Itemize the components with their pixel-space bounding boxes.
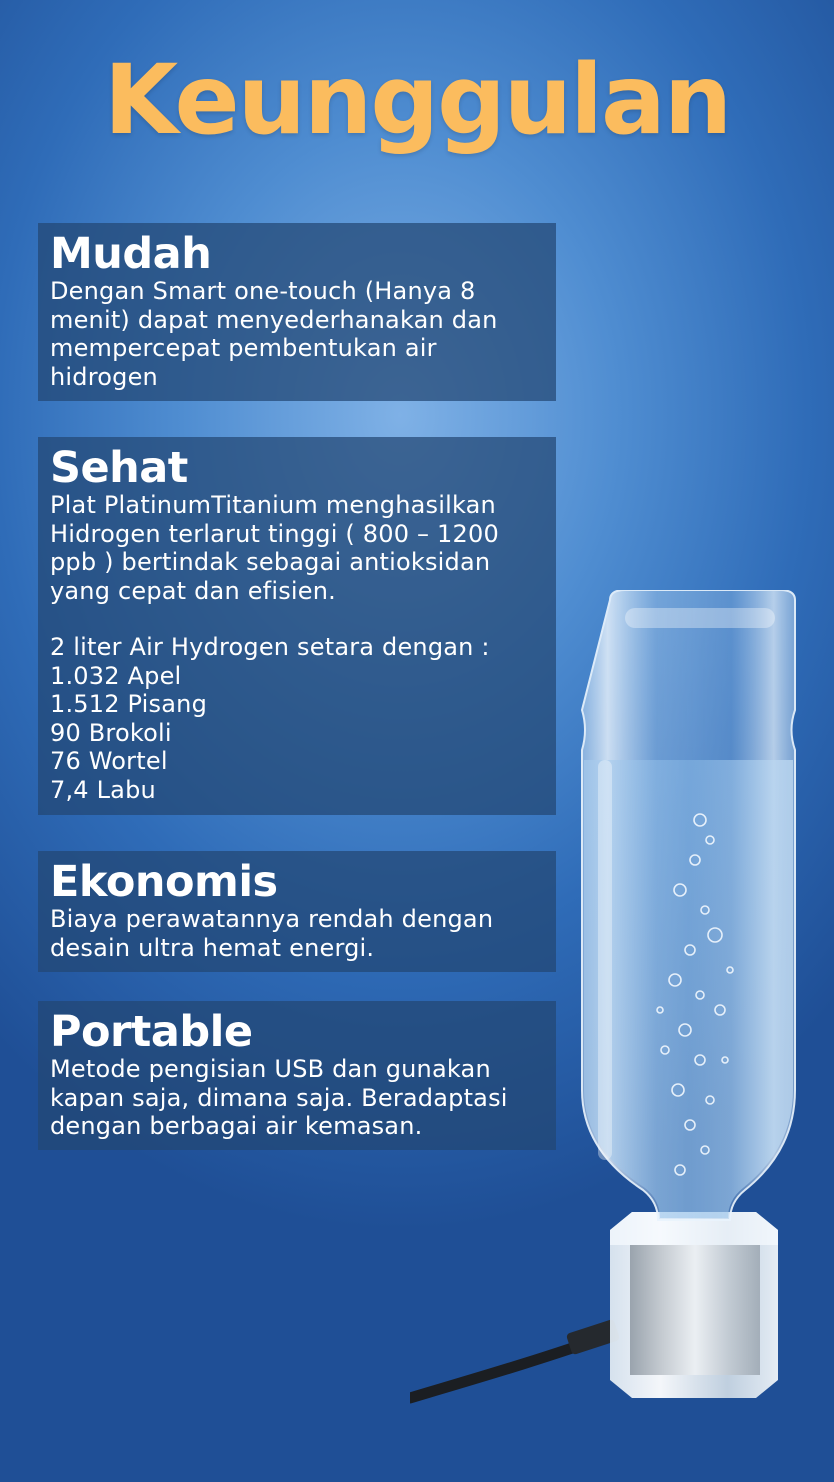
list-item: 1.512 Pisang — [50, 690, 208, 718]
feature-description: Biaya perawatannya rendah dengan desain ultra hemat energi. — [50, 905, 494, 962]
feature-description: Plat PlatinumTitanium menghasilkan Hidrogen terlarut tinggi ( 800 – 1200 ppb ) bertindak sebagai antioksidan yang cepat dan efisien. — [50, 491, 499, 605]
feature-heading: Sehat — [50, 443, 188, 493]
hydrogen-bottle-image — [410, 590, 820, 1460]
feature-card-mudah — [38, 223, 556, 401]
page-title: Keunggulan — [103, 44, 731, 156]
list-item: 90 Brokoli — [50, 718, 172, 747]
list-item: 7,4 Labu — [50, 775, 156, 804]
feature-heading: Mudah — [50, 229, 212, 279]
list-item: 76 Wortel — [50, 747, 168, 775]
feature-heading: Portable — [50, 1007, 253, 1057]
feature-description: Metode pengisian USB dan gunakan kapan saja, dimana saja. Beradaptasi dengan berbagai air kemasan. — [50, 1055, 508, 1140]
feature-heading: Ekonomis — [50, 857, 278, 907]
list-item: 1.032 Apel — [50, 661, 182, 690]
equivalence-intro: 2 liter Air Hydrogen setara dengan : — [50, 633, 490, 661]
feature-description: Dengan Smart one-touch (Hanya 8 menit) dapat menyederhanakan dan mempercepat pembentukan air hidrogen — [50, 277, 498, 391]
